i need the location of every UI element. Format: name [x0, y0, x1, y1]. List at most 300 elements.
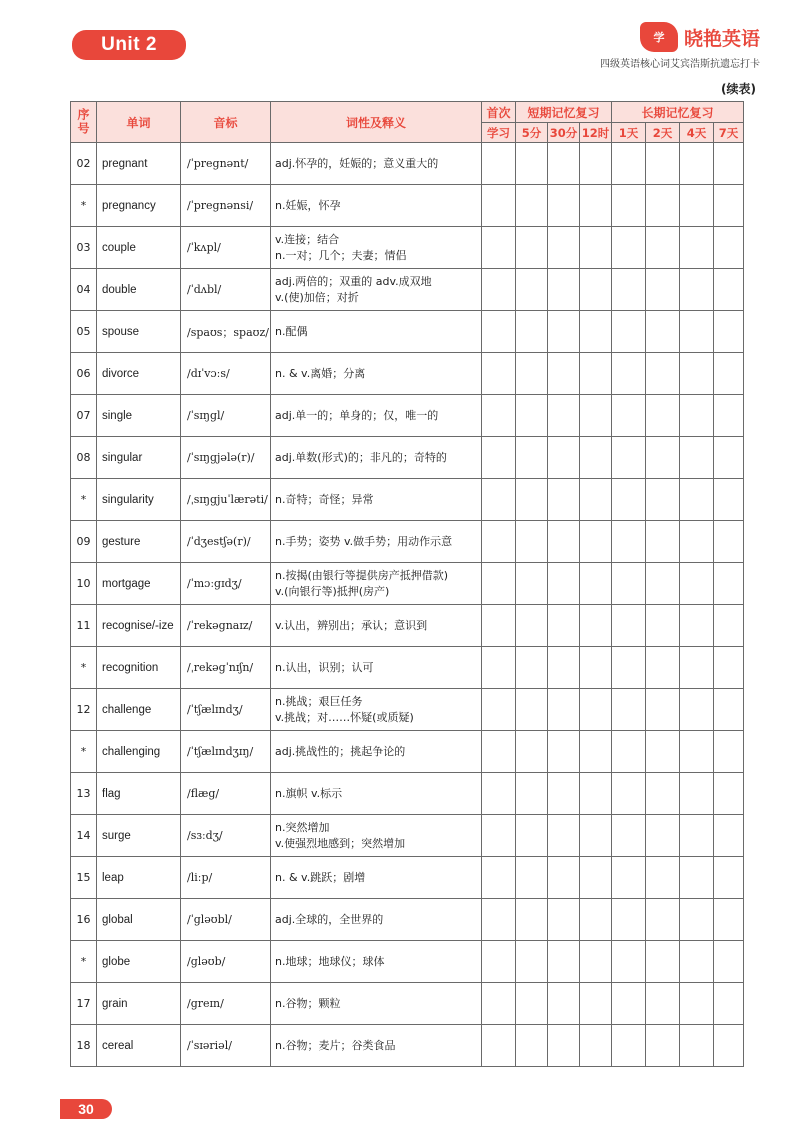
review-checkbox-cell[interactable] [548, 773, 580, 815]
table-row [71, 563, 744, 605]
review-checkbox-cell[interactable] [612, 857, 646, 899]
review-checkbox-cell[interactable] [548, 395, 580, 437]
review-checkbox-cell[interactable] [580, 143, 612, 185]
review-checkbox-cell[interactable] [548, 437, 580, 479]
review-checkbox-cell[interactable] [548, 143, 580, 185]
review-checkbox-cell[interactable] [680, 899, 714, 941]
definition-line: v.(使)加倍；对折 [275, 290, 359, 304]
header-interval: 12时 [580, 123, 612, 143]
review-checkbox-cell[interactable] [482, 227, 516, 269]
review-checkbox-cell[interactable] [714, 731, 744, 773]
table-row [71, 269, 744, 311]
review-checkbox-cell[interactable] [646, 857, 680, 899]
row-phonetic: /flæg/ [181, 773, 271, 815]
brand-block [600, 22, 760, 70]
review-checkbox-cell[interactable] [714, 647, 744, 689]
review-checkbox-cell[interactable] [680, 857, 714, 899]
review-checkbox-cell[interactable] [714, 941, 744, 983]
review-checkbox-cell[interactable] [714, 899, 744, 941]
row-phonetic: /ˈgləʊbl/ [181, 899, 271, 941]
review-checkbox-cell[interactable] [580, 731, 612, 773]
table-row [71, 227, 744, 269]
table-row [71, 437, 744, 479]
row-word: cereal [97, 1025, 181, 1067]
definition-line: n.一对；几个；夫妻；情侣 [275, 248, 407, 262]
review-checkbox-cell[interactable] [612, 689, 646, 731]
review-checkbox-cell[interactable] [580, 563, 612, 605]
row-definition [271, 941, 482, 983]
review-checkbox-cell[interactable] [548, 815, 580, 857]
row-definition [271, 269, 482, 311]
review-checkbox-cell[interactable] [646, 521, 680, 563]
review-checkbox-cell[interactable] [580, 941, 612, 983]
review-checkbox-cell[interactable] [548, 479, 580, 521]
review-checkbox-cell[interactable] [680, 479, 714, 521]
page-number: 30 [60, 1099, 112, 1119]
row-number: 10 [71, 563, 97, 605]
row-word: grain [97, 983, 181, 1025]
review-checkbox-cell[interactable] [548, 983, 580, 1025]
review-checkbox-cell[interactable] [646, 899, 680, 941]
review-checkbox-cell[interactable] [714, 773, 744, 815]
review-checkbox-cell[interactable] [580, 311, 612, 353]
unit-badge: Unit 2 [72, 30, 186, 60]
review-checkbox-cell[interactable] [612, 647, 646, 689]
review-checkbox-cell[interactable] [714, 689, 744, 731]
review-checkbox-cell[interactable] [646, 395, 680, 437]
review-checkbox-cell[interactable] [482, 521, 516, 563]
review-checkbox-cell[interactable] [516, 815, 548, 857]
header-interval: 30分 [548, 123, 580, 143]
row-phonetic: /ˌsɪŋgjuˈlærəti/ [181, 479, 271, 521]
row-word: single [97, 395, 181, 437]
table-row [71, 941, 744, 983]
row-number: 17 [71, 983, 97, 1025]
row-phonetic: /ˈmɔːgɪdʒ/ [181, 563, 271, 605]
row-word: globe [97, 941, 181, 983]
definition-line: adj.单一的；单身的；仅，唯一的 [275, 408, 439, 422]
review-checkbox-cell[interactable] [482, 437, 516, 479]
row-definition [271, 479, 482, 521]
review-checkbox-cell[interactable] [580, 605, 612, 647]
review-checkbox-cell[interactable] [548, 1025, 580, 1067]
definition-line: n.按揭(由银行等提供房产抵押借款) [275, 568, 449, 582]
review-checkbox-cell[interactable] [482, 395, 516, 437]
row-phonetic: /ˈrekəgnaɪz/ [181, 605, 271, 647]
table-row [71, 983, 744, 1025]
review-checkbox-cell[interactable] [516, 1025, 548, 1067]
row-phonetic: /ˈsɪŋgjələ(r)/ [181, 437, 271, 479]
review-checkbox-cell[interactable] [714, 857, 744, 899]
review-checkbox-cell[interactable] [714, 395, 744, 437]
row-word: challenging [97, 731, 181, 773]
row-word: gesture [97, 521, 181, 563]
review-checkbox-cell[interactable] [482, 815, 516, 857]
review-checkbox-cell[interactable] [482, 857, 516, 899]
definition-line: n.挑战；艰巨任务 [275, 694, 363, 708]
definition-line: adj.单数(形式)的；非凡的；奇特的 [275, 450, 447, 464]
review-checkbox-cell[interactable] [680, 353, 714, 395]
row-phonetic: /ˈtʃælɪndʒɪŋ/ [181, 731, 271, 773]
definition-line: n.配偶 [275, 324, 308, 338]
table-row [71, 311, 744, 353]
review-checkbox-cell[interactable] [646, 1025, 680, 1067]
review-checkbox-cell[interactable] [548, 857, 580, 899]
review-checkbox-cell[interactable] [516, 311, 548, 353]
review-checkbox-cell[interactable] [714, 353, 744, 395]
row-word: couple [97, 227, 181, 269]
review-checkbox-cell[interactable] [714, 815, 744, 857]
review-checkbox-cell[interactable] [612, 479, 646, 521]
review-checkbox-cell[interactable] [714, 269, 744, 311]
review-checkbox-cell[interactable] [714, 479, 744, 521]
review-checkbox-cell[interactable] [580, 227, 612, 269]
brand-slogan: 四级英语核心词艾宾浩斯抗遗忘打卡 [600, 59, 760, 70]
row-phonetic: /ˈtʃælɪndʒ/ [181, 689, 271, 731]
definition-line: v.挑战；对……怀疑(或质疑) [275, 710, 414, 724]
row-number: 09 [71, 521, 97, 563]
review-checkbox-cell[interactable] [516, 983, 548, 1025]
row-number: 05 [71, 311, 97, 353]
review-checkbox-cell[interactable] [714, 521, 744, 563]
review-checkbox-cell[interactable] [714, 563, 744, 605]
review-checkbox-cell[interactable] [516, 647, 548, 689]
review-checkbox-cell[interactable] [548, 647, 580, 689]
review-checkbox-cell[interactable] [680, 227, 714, 269]
definition-line: n.旗帜 v.标示 [275, 786, 343, 800]
row-number: 03 [71, 227, 97, 269]
review-checkbox-cell[interactable] [548, 353, 580, 395]
review-checkbox-cell[interactable] [548, 311, 580, 353]
review-checkbox-cell[interactable] [612, 227, 646, 269]
review-checkbox-cell[interactable] [680, 1025, 714, 1067]
row-number: 08 [71, 437, 97, 479]
row-number: 07 [71, 395, 97, 437]
review-checkbox-cell[interactable] [680, 983, 714, 1025]
header-first-study-bottom: 学习 [482, 123, 516, 143]
review-checkbox-cell[interactable] [612, 269, 646, 311]
table-row [71, 689, 744, 731]
review-checkbox-cell[interactable] [516, 353, 548, 395]
review-checkbox-cell[interactable] [680, 941, 714, 983]
header-interval: 1天 [612, 123, 646, 143]
review-checkbox-cell[interactable] [680, 437, 714, 479]
review-checkbox-cell[interactable] [612, 311, 646, 353]
review-checkbox-cell[interactable] [612, 773, 646, 815]
review-checkbox-cell[interactable] [482, 353, 516, 395]
table-row [71, 479, 744, 521]
review-checkbox-cell[interactable] [680, 689, 714, 731]
row-number: 06 [71, 353, 97, 395]
table-row [71, 143, 744, 185]
definition-line: n. & v.跳跃；剧增 [275, 870, 366, 884]
row-number: 13 [71, 773, 97, 815]
row-word: singular [97, 437, 181, 479]
review-checkbox-cell[interactable] [516, 479, 548, 521]
table-row [71, 731, 744, 773]
review-checkbox-cell[interactable] [580, 1025, 612, 1067]
review-checkbox-cell[interactable] [612, 1025, 646, 1067]
review-checkbox-cell[interactable] [580, 521, 612, 563]
review-checkbox-cell[interactable] [516, 521, 548, 563]
definition-line: adj.全球的，全世界的 [275, 912, 384, 926]
review-checkbox-cell[interactable] [646, 185, 680, 227]
row-definition [271, 143, 482, 185]
review-checkbox-cell[interactable] [516, 857, 548, 899]
review-checkbox-cell[interactable] [482, 773, 516, 815]
review-checkbox-cell[interactable] [680, 185, 714, 227]
row-definition [271, 899, 482, 941]
review-checkbox-cell[interactable] [580, 479, 612, 521]
review-checkbox-cell[interactable] [482, 143, 516, 185]
review-checkbox-cell[interactable] [612, 731, 646, 773]
review-checkbox-cell[interactable] [482, 605, 516, 647]
header-interval: 7天 [714, 123, 744, 143]
review-checkbox-cell[interactable] [580, 353, 612, 395]
review-checkbox-cell[interactable] [548, 731, 580, 773]
row-word: global [97, 899, 181, 941]
review-checkbox-cell[interactable] [548, 521, 580, 563]
review-checkbox-cell[interactable] [580, 395, 612, 437]
row-word: mortgage [97, 563, 181, 605]
review-checkbox-cell[interactable] [714, 185, 744, 227]
review-checkbox-cell[interactable] [548, 563, 580, 605]
review-checkbox-cell[interactable] [516, 143, 548, 185]
review-checkbox-cell[interactable] [612, 815, 646, 857]
definition-line: n. & v.离婚；分离 [275, 366, 366, 380]
row-definition [271, 311, 482, 353]
continued-label: (续表) [721, 82, 756, 96]
review-checkbox-cell[interactable] [714, 983, 744, 1025]
row-number: 04 [71, 269, 97, 311]
review-checkbox-cell[interactable] [680, 269, 714, 311]
review-checkbox-cell[interactable] [680, 647, 714, 689]
review-checkbox-cell[interactable] [612, 395, 646, 437]
review-checkbox-cell[interactable] [482, 899, 516, 941]
review-checkbox-cell[interactable] [612, 563, 646, 605]
review-checkbox-cell[interactable] [516, 605, 548, 647]
review-checkbox-cell[interactable] [646, 647, 680, 689]
table-row [71, 773, 744, 815]
table-row [71, 647, 744, 689]
row-definition [271, 983, 482, 1025]
definition-line: v.(向银行等)抵押(房产) [275, 584, 390, 598]
review-checkbox-cell[interactable] [580, 773, 612, 815]
header-first-study-top: 首次 [482, 102, 516, 123]
definition-line: n.地球；地球仪；球体 [275, 954, 385, 968]
row-number: * [71, 731, 97, 773]
review-checkbox-cell[interactable] [482, 983, 516, 1025]
review-checkbox-cell[interactable] [646, 773, 680, 815]
review-checkbox-cell[interactable] [646, 479, 680, 521]
review-checkbox-cell[interactable] [646, 605, 680, 647]
row-phonetic: /ˈpregnənt/ [181, 143, 271, 185]
row-word: challenge [97, 689, 181, 731]
table-row [71, 815, 744, 857]
review-checkbox-cell[interactable] [646, 815, 680, 857]
review-checkbox-cell[interactable] [680, 395, 714, 437]
review-checkbox-cell[interactable] [482, 563, 516, 605]
review-checkbox-cell[interactable] [646, 227, 680, 269]
review-checkbox-cell[interactable] [612, 437, 646, 479]
review-checkbox-cell[interactable] [646, 731, 680, 773]
review-checkbox-cell[interactable] [548, 605, 580, 647]
review-checkbox-cell[interactable] [646, 983, 680, 1025]
review-checkbox-cell[interactable] [482, 311, 516, 353]
review-checkbox-cell[interactable] [680, 563, 714, 605]
review-checkbox-cell[interactable] [516, 185, 548, 227]
review-checkbox-cell[interactable] [714, 1025, 744, 1067]
review-checkbox-cell[interactable] [482, 479, 516, 521]
review-checkbox-cell[interactable] [548, 227, 580, 269]
review-checkbox-cell[interactable] [612, 353, 646, 395]
row-definition [271, 353, 482, 395]
header-seq: 序号 [71, 102, 97, 143]
review-checkbox-cell[interactable] [680, 143, 714, 185]
row-phonetic: /greɪn/ [181, 983, 271, 1025]
definition-line: n.妊娠，怀孕 [275, 198, 341, 212]
review-checkbox-cell[interactable] [680, 815, 714, 857]
row-definition [271, 521, 482, 563]
review-checkbox-cell[interactable] [714, 605, 744, 647]
review-checkbox-cell[interactable] [482, 689, 516, 731]
row-word: pregnant [97, 143, 181, 185]
row-phonetic: /spaʊs；spaʊz/ [181, 311, 271, 353]
review-checkbox-cell[interactable] [482, 269, 516, 311]
row-definition [271, 857, 482, 899]
row-word: spouse [97, 311, 181, 353]
table-row [71, 1025, 744, 1067]
row-number: 16 [71, 899, 97, 941]
definition-line: v.认出，辨别出；承认；意识到 [275, 618, 428, 632]
review-checkbox-cell[interactable] [646, 143, 680, 185]
review-checkbox-cell[interactable] [646, 689, 680, 731]
review-checkbox-cell[interactable] [516, 395, 548, 437]
review-checkbox-cell[interactable] [680, 731, 714, 773]
row-definition [271, 731, 482, 773]
review-checkbox-cell[interactable] [580, 983, 612, 1025]
review-checkbox-cell[interactable] [612, 941, 646, 983]
review-checkbox-cell[interactable] [714, 311, 744, 353]
review-checkbox-cell[interactable] [612, 983, 646, 1025]
row-definition [271, 185, 482, 227]
review-checkbox-cell[interactable] [516, 731, 548, 773]
review-checkbox-cell[interactable] [646, 941, 680, 983]
review-checkbox-cell[interactable] [714, 227, 744, 269]
row-number: 15 [71, 857, 97, 899]
definition-line: n.谷物；麦片；谷类食品 [275, 1038, 396, 1052]
row-definition [271, 815, 482, 857]
review-checkbox-cell[interactable] [516, 563, 548, 605]
review-checkbox-cell[interactable] [516, 227, 548, 269]
review-checkbox-cell[interactable] [580, 815, 612, 857]
header-definition: 词性及释义 [271, 102, 482, 143]
review-checkbox-cell[interactable] [516, 773, 548, 815]
definition-line: adj.怀孕的，妊娠的；意义重大的 [275, 156, 439, 170]
review-checkbox-cell[interactable] [580, 857, 612, 899]
review-checkbox-cell[interactable] [516, 941, 548, 983]
review-checkbox-cell[interactable] [646, 269, 680, 311]
row-definition [271, 605, 482, 647]
row-word: pregnancy [97, 185, 181, 227]
review-checkbox-cell[interactable] [548, 689, 580, 731]
header-word: 单词 [97, 102, 181, 143]
header-short-review: 短期记忆复习 [516, 102, 612, 123]
review-checkbox-cell[interactable] [516, 437, 548, 479]
review-checkbox-cell[interactable] [516, 689, 548, 731]
review-checkbox-cell[interactable] [482, 185, 516, 227]
header-phonetic: 音标 [181, 102, 271, 143]
table-row [71, 185, 744, 227]
table-row [71, 899, 744, 941]
row-word: recognition [97, 647, 181, 689]
row-definition [271, 437, 482, 479]
review-checkbox-cell[interactable] [482, 731, 516, 773]
row-number: 14 [71, 815, 97, 857]
definition-line: n.手势；姿势 v.做手势；用动作示意 [275, 534, 453, 548]
review-checkbox-cell[interactable] [612, 605, 646, 647]
review-checkbox-cell[interactable] [612, 521, 646, 563]
review-checkbox-cell[interactable] [548, 185, 580, 227]
definition-line: n.突然增加 [275, 820, 330, 834]
row-number: * [71, 185, 97, 227]
definition-line: adj.两倍的；双重的 adv.成双地 [275, 274, 432, 288]
review-checkbox-cell[interactable] [580, 689, 612, 731]
review-checkbox-cell[interactable] [580, 437, 612, 479]
review-checkbox-cell[interactable] [516, 269, 548, 311]
review-checkbox-cell[interactable] [516, 899, 548, 941]
review-checkbox-cell[interactable] [580, 185, 612, 227]
review-checkbox-cell[interactable] [580, 647, 612, 689]
review-checkbox-cell[interactable] [680, 521, 714, 563]
review-checkbox-cell[interactable] [548, 899, 580, 941]
row-word: double [97, 269, 181, 311]
row-phonetic: /liːp/ [181, 857, 271, 899]
review-checkbox-cell[interactable] [482, 941, 516, 983]
review-checkbox-cell[interactable] [482, 647, 516, 689]
definition-line: v.使强烈地感到；突然增加 [275, 836, 406, 850]
row-phonetic: /gləʊb/ [181, 941, 271, 983]
review-checkbox-cell[interactable] [680, 773, 714, 815]
review-checkbox-cell[interactable] [680, 605, 714, 647]
review-checkbox-cell[interactable] [482, 1025, 516, 1067]
review-checkbox-cell[interactable] [612, 899, 646, 941]
review-checkbox-cell[interactable] [646, 311, 680, 353]
review-checkbox-cell[interactable] [548, 941, 580, 983]
review-checkbox-cell[interactable] [646, 563, 680, 605]
review-checkbox-cell[interactable] [548, 269, 580, 311]
review-checkbox-cell[interactable] [680, 311, 714, 353]
review-checkbox-cell[interactable] [646, 437, 680, 479]
review-checkbox-cell[interactable] [580, 269, 612, 311]
table-row [71, 521, 744, 563]
review-checkbox-cell[interactable] [612, 185, 646, 227]
row-phonetic: /sɜːdʒ/ [181, 815, 271, 857]
row-number: 12 [71, 689, 97, 731]
review-checkbox-cell[interactable] [646, 353, 680, 395]
header-long-review: 长期记忆复习 [612, 102, 744, 123]
row-number: 18 [71, 1025, 97, 1067]
review-checkbox-cell[interactable] [612, 143, 646, 185]
row-phonetic: /ˈdʒestʃə(r)/ [181, 521, 271, 563]
row-number: * [71, 647, 97, 689]
definition-line: v.连接；结合 [275, 232, 340, 246]
review-checkbox-cell[interactable] [714, 437, 744, 479]
header-interval: 5分 [516, 123, 548, 143]
row-phonetic: /ˈpregnənsi/ [181, 185, 271, 227]
review-checkbox-cell[interactable] [580, 899, 612, 941]
review-checkbox-cell[interactable] [714, 143, 744, 185]
